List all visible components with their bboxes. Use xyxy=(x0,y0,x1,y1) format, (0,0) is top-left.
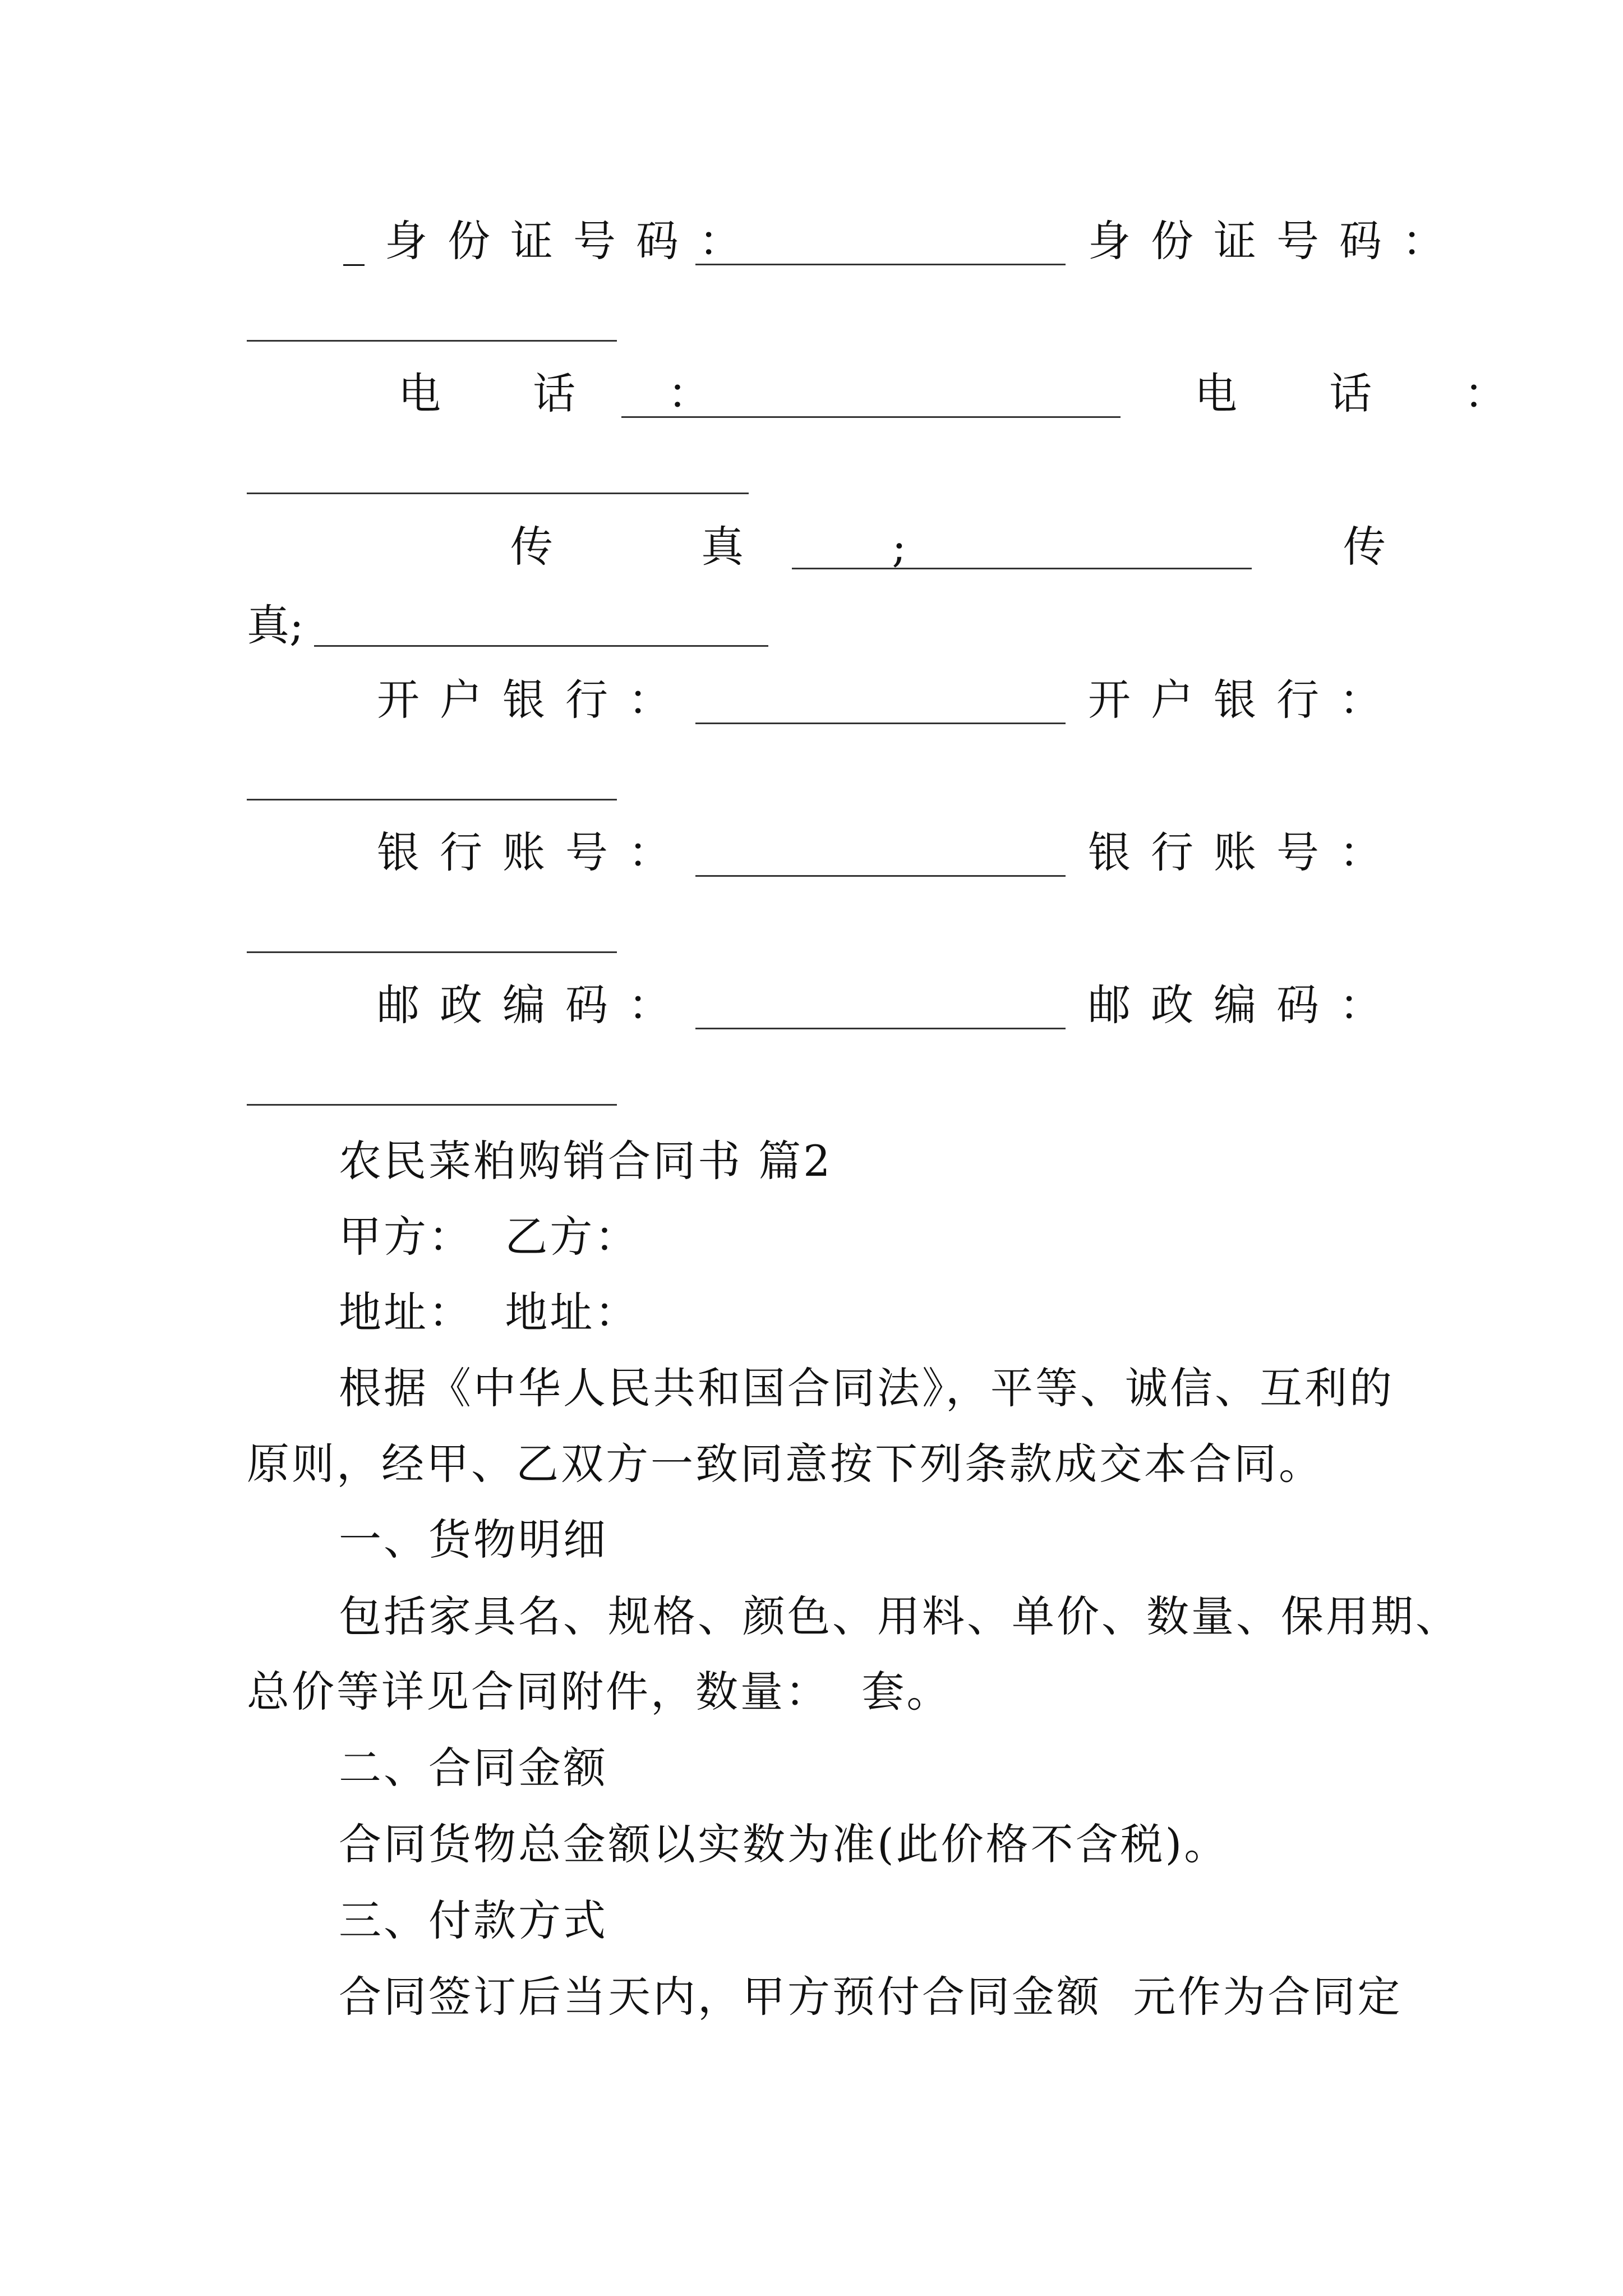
section-1-text-line-1: 包括家具名、规格、颜色、用料、单价、数量、保用期、 xyxy=(339,1591,1460,1641)
postal-blank-party-a xyxy=(695,1028,1066,1029)
phone-label-party-b: 电 话 ： xyxy=(1195,369,1546,418)
phone-label-party-a: 电 话 ： xyxy=(398,369,750,418)
postal-label-party-b: 邮政编码： xyxy=(1088,980,1402,1030)
bank-blank-party-a xyxy=(695,723,1066,724)
section-1-text-line-2: 总价等详见合同附件，数量： 套。 xyxy=(247,1667,952,1717)
postal-blank-party-b xyxy=(247,1104,617,1106)
fax-label-party-a: 传 真 ; xyxy=(510,522,974,572)
account-blank-party-a xyxy=(695,875,1066,877)
section-1-title: 一、货物明细 xyxy=(339,1515,608,1565)
fax-label-party-b: 传 xyxy=(1343,522,1386,572)
bank-blank-party-b xyxy=(247,799,617,800)
section-3-text: 合同签订后当天内，甲方预付合同金额 元作为合同定 xyxy=(339,1972,1403,2022)
section-3-title: 三、付款方式 xyxy=(339,1895,608,1945)
fax-blank-party-b xyxy=(314,645,768,647)
id-number-blank-party-b xyxy=(247,340,617,342)
fax-label-party-b-cont: 真; xyxy=(247,600,304,650)
bank-label-party-b: 开户银行： xyxy=(1088,675,1402,725)
id-number-label-party-a: _身份证号码： xyxy=(343,216,762,266)
account-label-party-b: 银行账号： xyxy=(1088,827,1402,877)
fax-blank-party-a xyxy=(792,568,1252,569)
section-2-text: 合同货物总金额以实数为准(此价格不含税)。 xyxy=(339,1819,1229,1869)
id-number-label-party-b: 身份证号码： xyxy=(1088,216,1465,266)
postal-label-party-a: 邮政编码： xyxy=(377,980,691,1030)
phone-blank-party-a xyxy=(621,416,1121,418)
phone-blank-party-b xyxy=(247,493,749,494)
intro-paragraph-line-2: 原则，经甲、乙双方一致同意按下列条款成交本合同。 xyxy=(247,1439,1324,1489)
intro-paragraph-line-1: 根据《中华人民共和国合同法》，平等、诚信、互利的 xyxy=(339,1363,1394,1413)
id-number-blank-party-a xyxy=(695,264,1066,265)
account-label-party-a: 银行账号： xyxy=(377,827,691,877)
section-2-title: 二、合同金额 xyxy=(339,1743,608,1793)
address-line: 地址： 地址： xyxy=(339,1287,640,1337)
bank-label-party-a: 开户银行： xyxy=(377,675,691,725)
party-line: 甲方： 乙方： xyxy=(339,1212,640,1262)
account-blank-party-b xyxy=(247,951,617,953)
contract-title: 农民菜粕购销合同书 篇2 xyxy=(339,1136,833,1186)
